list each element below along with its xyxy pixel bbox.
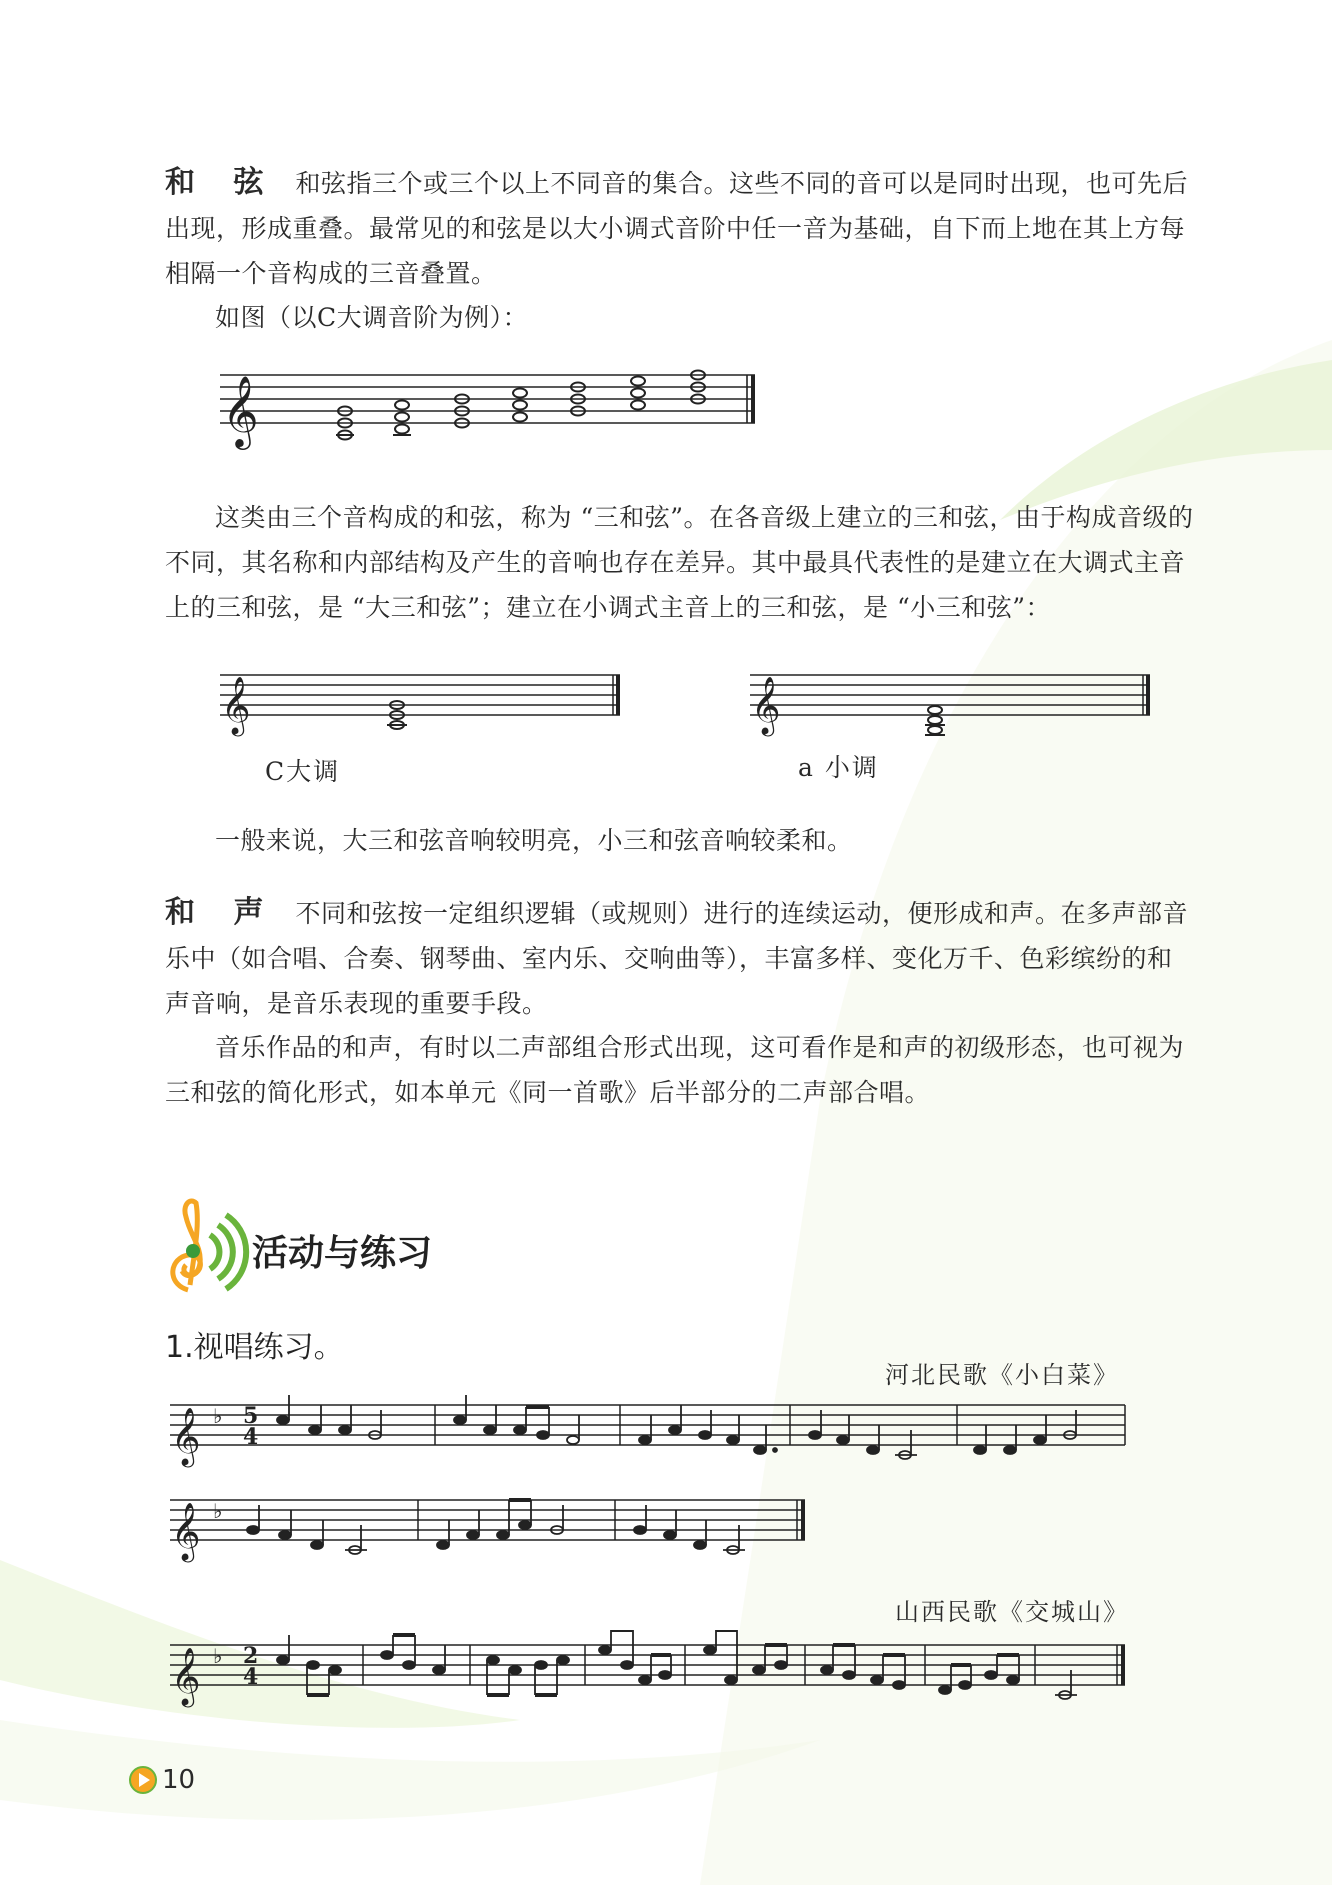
song2-staff [165,1630,1135,1720]
time-sig-bottom: 4 [243,1424,259,1450]
song1-staff-line-2 [165,1490,815,1570]
treble-clef-sound-waves-icon [160,1195,250,1295]
page-number: 10 [162,1765,196,1795]
a-minor-triad-staff [745,660,1160,740]
play-icon [128,1765,158,1795]
time-sig-top: 5 [243,1403,259,1429]
chord-section [165,160,1195,296]
chord-heading: 和 弦 [165,165,278,200]
minor-key-label: a 小调 [798,753,879,782]
treble-clef-icon: 𝄞 [171,1502,201,1560]
harmony-paragraph-2: 音乐作品的和声，有时以二声部组合形式出现，这可看作是和声的初级形态，也可视为三和弦的简化形式，如本单元《同一首歌》后半部分的二声部合唱。 [165,1033,1185,1107]
flat-sign: ♭ [213,1404,223,1428]
treble-clef-icon: 𝄞 [171,1407,201,1465]
harmony-heading: 和 声 [165,895,278,930]
comparison-sentence: 一般来说，大三和弦音响较明亮，小三和弦音响较柔和。 [215,826,853,855]
song1-staff-line-1 [165,1395,1135,1475]
exercise-title: 1.视唱练习。 [165,1330,344,1365]
chord-paragraph: 和弦指三个或三个以上不同音的集合。这些不同的音可以是同时出现，也可先后出现，形成重叠。最常见的和弦是以大小调式音阶中任一音为基础，自下而上地在其上方每相隔一个音构成的三音叠置。 [165,169,1188,288]
triad-paragraph: 这类由三个音构成的和弦，称为 “三和弦”。在各音级上建立的三和弦，由于构成音级的不同，其名称和内部结构及产生的音响也存在差异。其中最具代表性的是建立在大调式主音上的三和弦，是 “大三和弦”；建立在小调式主音上的三和弦，是 “小三和弦”： [165,503,1194,622]
chord-example-intro: 如图（以C大调音阶为例）： [215,303,529,332]
song2-credit: 山西民歌《交城山》 [895,1598,1129,1626]
time-sig-top: 2 [243,1643,259,1669]
treble-clef-icon: 𝄞 [222,374,259,447]
major-key-label: C大调 [265,757,341,786]
harmony-section [165,890,1195,1026]
activities-title: 活动与练习 [252,1233,433,1274]
treble-clef-icon: 𝄞 [221,676,251,734]
c-major-triads-staff [210,350,770,450]
song1-credit: 河北民歌《小白菜》 [885,1361,1119,1389]
c-major-triad-staff [215,660,630,740]
treble-clef-icon: 𝄞 [171,1647,201,1705]
flat-sign: ♭ [213,1499,223,1523]
flat-sign: ♭ [213,1644,223,1668]
time-sig-bottom: 4 [243,1664,259,1690]
treble-clef-icon: 𝄞 [751,676,781,734]
harmony-paragraph-1: 不同和弦按一定组织逻辑（或规则）进行的连续运动，便形成和声。在多声部音乐中（如合唱、合奏、钢琴曲、室内乐、交响曲等），丰富多样、变化万千、色彩缤纷的和声音响，是音乐表现的重要手段。 [165,899,1188,1018]
